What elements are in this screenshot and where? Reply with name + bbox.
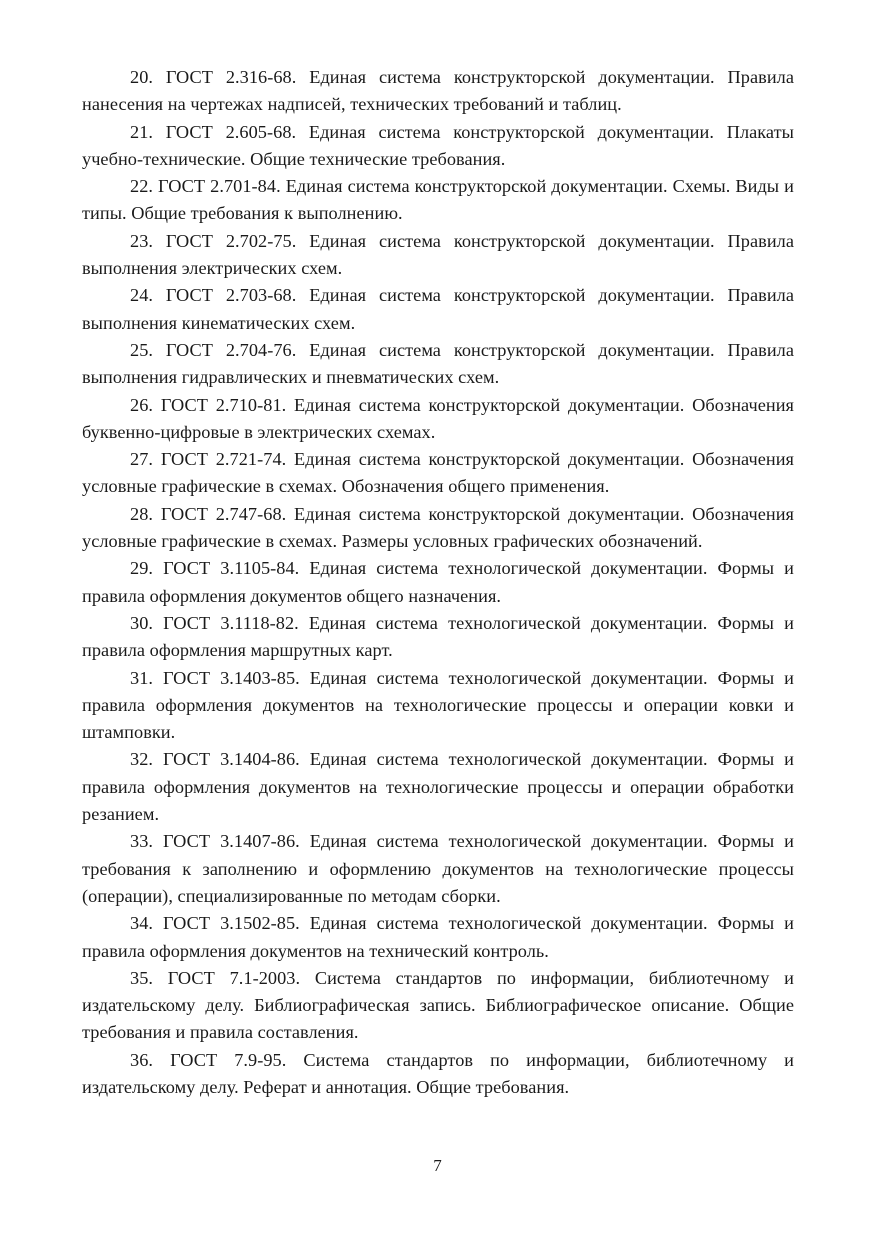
reference-text: ГОСТ 3.1502-85. Единая система технологической документации. Формы и правила оформления документов на технический контроль. [82,913,794,961]
reference-text: ГОСТ 2.747-68. Единая система конструкторской документации. Обозначения условные графические в схемах. Размеры условных графических обозначений. [82,503,794,552]
reference-number: 24. [130,285,154,306]
reference-item [82,746,794,828]
reference-number: 31. [130,667,154,688]
reference-item [82,610,794,665]
reference-text: ГОСТ 3.1404-86. Единая система технологической документации. Формы и правила оформления документов на технологические процессы и операции обработки резанием. [82,749,794,825]
reference-item [82,1047,794,1102]
page-body [82,64,794,1101]
reference-text: ГОСТ 2.316-68. Единая система конструкторской документации. Правила нанесения на чертежах надписей, технических требований и таблиц. [82,67,794,115]
reference-item [82,446,794,501]
reference-number: 29. [130,558,154,579]
reference-item [82,501,794,556]
reference-text: ГОСТ 2.701-84. Единая система конструкторской документации. Схемы. Виды и типы. Общие требования к выполнению. [82,176,794,224]
reference-item [82,64,794,119]
reference-item [82,828,794,910]
reference-number: 21. [130,121,154,142]
reference-text: ГОСТ 2.605-68. Единая система конструкторской документации. Плакаты учебно-технические. Общие технические требования. [82,121,794,169]
reference-number: 26. [130,394,154,415]
reference-item [82,228,794,283]
reference-text: ГОСТ 3.1407-86. Единая система технологической документации. Формы и требования к заполнению и оформлению документов на технологические процессы (операции), специализированные по методам сборки. [82,831,794,906]
reference-item [82,555,794,610]
reference-text: ГОСТ 7.1-2003. Система стандартов по информации, библиотечному и издательскому делу. Библиографическая запись. Библиографическое описание. Общие требования и правила составления. [82,967,794,1043]
reference-text: ГОСТ 3.1118-82. Единая система технологической документации. Формы и правила оформления маршрутных карт. [82,612,794,661]
reference-number: 32. [130,749,154,770]
reference-text: ГОСТ 2.721-74. Единая система конструкторской документации. Обозначения условные графические в схемах. Обозначения общего применения. [82,449,794,497]
reference-list [82,64,794,1101]
reference-item [82,910,794,965]
reference-text: ГОСТ 3.1105-84. Единая система технологической документации. Формы и правила оформления документов общего назначения. [82,558,794,606]
reference-number: 20. [130,67,154,87]
reference-number: 28. [130,503,154,524]
reference-text: ГОСТ 2.703-68. Единая система конструкторской документации. Правила выполнения кинематических схем. [82,285,794,333]
reference-number: 35. [130,967,154,988]
reference-item [82,392,794,447]
reference-number: 23. [130,230,154,251]
reference-number: 27. [130,449,154,470]
reference-text: ГОСТ 7.9-95. Система стандартов по информации, библиотечному и издательскому делу. Реферат и аннотация. Общие требования. [82,1049,795,1097]
reference-number: 22. [130,176,154,197]
reference-item [82,965,794,1047]
reference-text: ГОСТ 2.710-81. Единая система конструкторской документации. Обозначения буквенно-цифровые в электрических схемах. [82,394,794,442]
page-number: 7 [433,1156,442,1175]
reference-item [82,337,794,392]
reference-number: 34. [130,913,154,934]
reference-number: 36. [130,1049,154,1070]
reference-item [82,665,794,747]
reference-number: 25. [130,339,154,360]
reference-number: 30. [130,612,154,633]
reference-item [82,119,794,174]
reference-item [82,173,794,228]
reference-item [82,282,794,337]
reference-text: ГОСТ 3.1403-85. Единая система технологической документации. Формы и правила оформления документов на технологические процессы и операции ковки и штамповки. [82,667,794,743]
reference-text: ГОСТ 2.704-76. Единая система конструкторской документации. Правила выполнения гидравлических и пневматических схем. [82,339,794,388]
reference-number: 33. [130,831,154,852]
reference-text: ГОСТ 2.702-75. Единая система конструкторской документации. Правила выполнения электрических схем. [82,230,794,279]
